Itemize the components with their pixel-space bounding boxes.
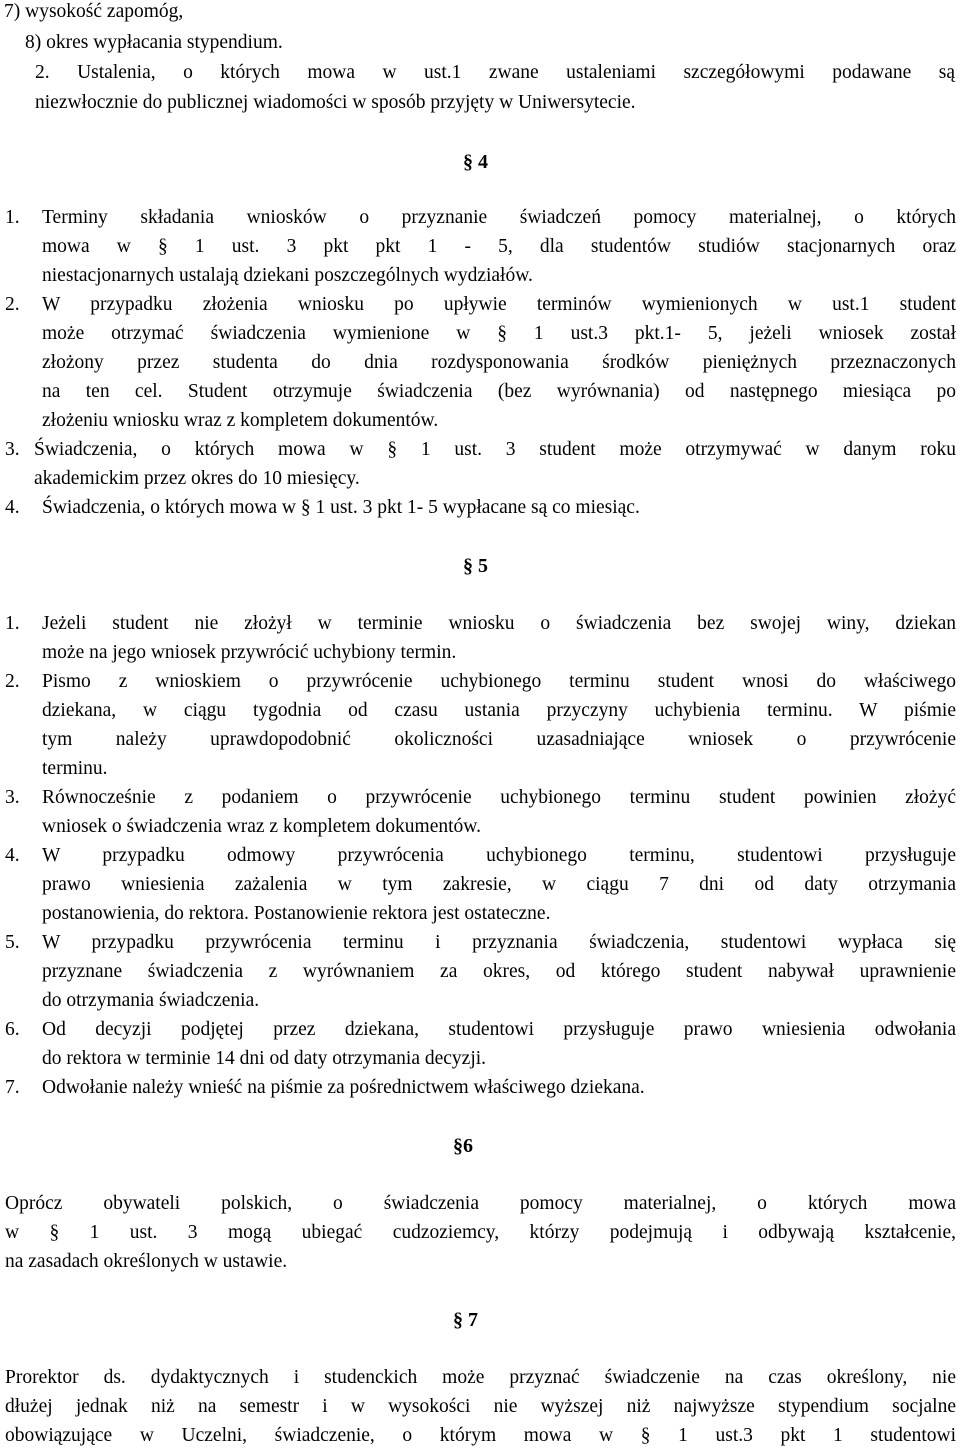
s5-item-6-number: 6. (5, 1019, 20, 1040)
s5-item-2-line-2: dziekana, w ciągu tygodnia od czasu ustania przyczyny uchybienia terminu. W piśmie (42, 700, 956, 721)
s4-item-1-number: 1. (5, 207, 20, 228)
s4-item-2-line-1: W przypadku złożenia wniosku po upływie terminów wymienionych w ust.1 student (42, 294, 956, 315)
s4-item-1-line-1: Terminy składania wniosków o przyznanie świadczeń pomocy materialnej, o których (42, 207, 956, 228)
s5-item-5-line-1: W przypadku przywrócenia terminu i przyznania świadczenia, studentowi wypłaca się (42, 932, 956, 953)
top-line-1: 7) wysokość zapomóg, (4, 1, 184, 22)
s5-item-3-line-2: wniosek o świadczenia wraz z kompletem dokumentów. (42, 816, 481, 837)
s5-item-6-line-1: Od decyzji podjętej przez dziekana, studentowi przysługuje prawo wniesienia odwołania (42, 1019, 956, 1040)
s5-item-2-line-4: terminu. (42, 758, 108, 779)
s4-item-2-line-5: złożeniu wniosku wraz z kompletem dokumentów. (42, 410, 439, 431)
top-line-2: 8) okres wypłacania stypendium. (25, 32, 283, 53)
section-heading-5: § 5 (463, 555, 488, 577)
s5-item-4-line-1: W przypadku odmowy przywrócenia uchybionego terminu, studentowi przysługuje (42, 845, 956, 866)
s4-item-4-number: 4. (5, 497, 20, 518)
s4-item-4-line-1: Świadczenia, o których mowa w § 1 ust. 3 pkt 1- 5 wypłacane są co miesiąc. (42, 497, 640, 518)
s4-item-1-line-3: niestacjonarnych ustalają dziekani poszczególnych wydziałów. (42, 265, 533, 286)
s6-line-3: na zasadach określonych w ustawie. (5, 1251, 288, 1272)
top-line-3: 2. Ustalenia, o których mowa w ust.1 zwane ustaleniami szczegółowymi podawane są (35, 62, 955, 83)
s7-line-2: dłużej jednak niż na semestr i w wysokości nie wyższej niż najwyższe stypendium socjalne (5, 1396, 956, 1417)
s5-item-7-number: 7. (5, 1077, 20, 1098)
s4-item-3-number: 3. (5, 439, 20, 460)
top-line-4: niezwłocznie do publicznej wiadomości w sposób przyjęty w Uniwersytecie. (35, 92, 636, 113)
s4-item-2-line-4: na ten cel. Student otrzymuje świadczenia (bez wyrównania) od następnego miesiąca po (42, 381, 956, 402)
s5-item-2-number: 2. (5, 671, 20, 692)
s5-item-4-line-3: postanowienia, do rektora. Postanowienie rektora jest ostateczne. (42, 903, 551, 924)
s5-item-7-line-1: Odwołanie należy wnieść na piśmie za pośrednictwem właściwego dziekana. (42, 1077, 645, 1098)
s6-line-2: w § 1 ust. 3 mogą ubiegać cudzoziemcy, którzy podejmują i odbywają kształcenie, (5, 1222, 956, 1243)
s5-item-1-line-2: może na jego wniosek przywrócić uchybiony termin. (42, 642, 457, 663)
s5-item-2-line-1: Pismo z wnioskiem o przywrócenie uchybionego terminu student wnosi do właściwego (42, 671, 956, 692)
s5-item-2-line-3: tym należy uprawdopodobnić okoliczności uzasadniające wniosek o przywrócenie (42, 729, 956, 750)
section-heading-7: § 7 (453, 1309, 478, 1331)
s5-item-3-number: 3. (5, 787, 20, 808)
s4-item-2-line-2: może otrzymać świadczenia wymienione w § 1 ust.3 pkt.1- 5, jeżeli wniosek został (42, 323, 956, 344)
s5-item-1-line-1: Jeżeli student nie złożył w terminie wniosku o świadczenia bez swojej winy, dziekan (42, 613, 956, 634)
s4-item-2-line-3: złożony przez studenta do dnia rozdysponowania środków pieniężnych przeznaczonych (42, 352, 956, 373)
s4-item-1-line-2: mowa w § 1 ust. 3 pkt pkt 1 - 5, dla studentów studiów stacjonarnych oraz (42, 236, 956, 257)
section-heading-6: §6 (453, 1135, 473, 1157)
s7-line-1: Prorektor ds. dydaktycznych i studenckich może przyznać świadczenie na czas określony, nie (5, 1367, 956, 1388)
s5-item-4-number: 4. (5, 845, 20, 866)
s7-line-3: obowiązujące w Uczelni, świadczenie, o którym mowa w § 1 ust.3 pkt 1 studentowi (5, 1425, 956, 1446)
s5-item-5-number: 5. (5, 932, 20, 953)
s5-item-1-number: 1. (5, 613, 20, 634)
s5-item-5-line-3: do otrzymania świadczenia. (42, 990, 260, 1011)
s5-item-3-line-1: Równocześnie z podaniem o przywrócenie uchybionego terminu student powinien złożyć (42, 787, 956, 808)
s5-item-6-line-2: do rektora w terminie 14 dni od daty otrzymania decyzji. (42, 1048, 487, 1069)
s4-item-2-number: 2. (5, 294, 20, 315)
section-heading-4: § 4 (463, 151, 488, 173)
s6-line-1: Oprócz obywateli polskich, o świadczenia pomocy materialnej, o których mowa (5, 1193, 956, 1214)
s5-item-4-line-2: prawo wniesienia zażalenia w tym zakresie, w ciągu 7 dni od daty otrzymania (42, 874, 956, 895)
s4-item-3-line-2: akademickim przez okres do 10 miesięcy. (34, 468, 360, 489)
s5-item-5-line-2: przyznane świadczenia z wyrównaniem za okres, od którego student nabywał uprawnienie (42, 961, 956, 982)
s4-item-3-line-1: Świadczenia, o których mowa w § 1 ust. 3 student może otrzymywać w danym roku (34, 439, 956, 460)
